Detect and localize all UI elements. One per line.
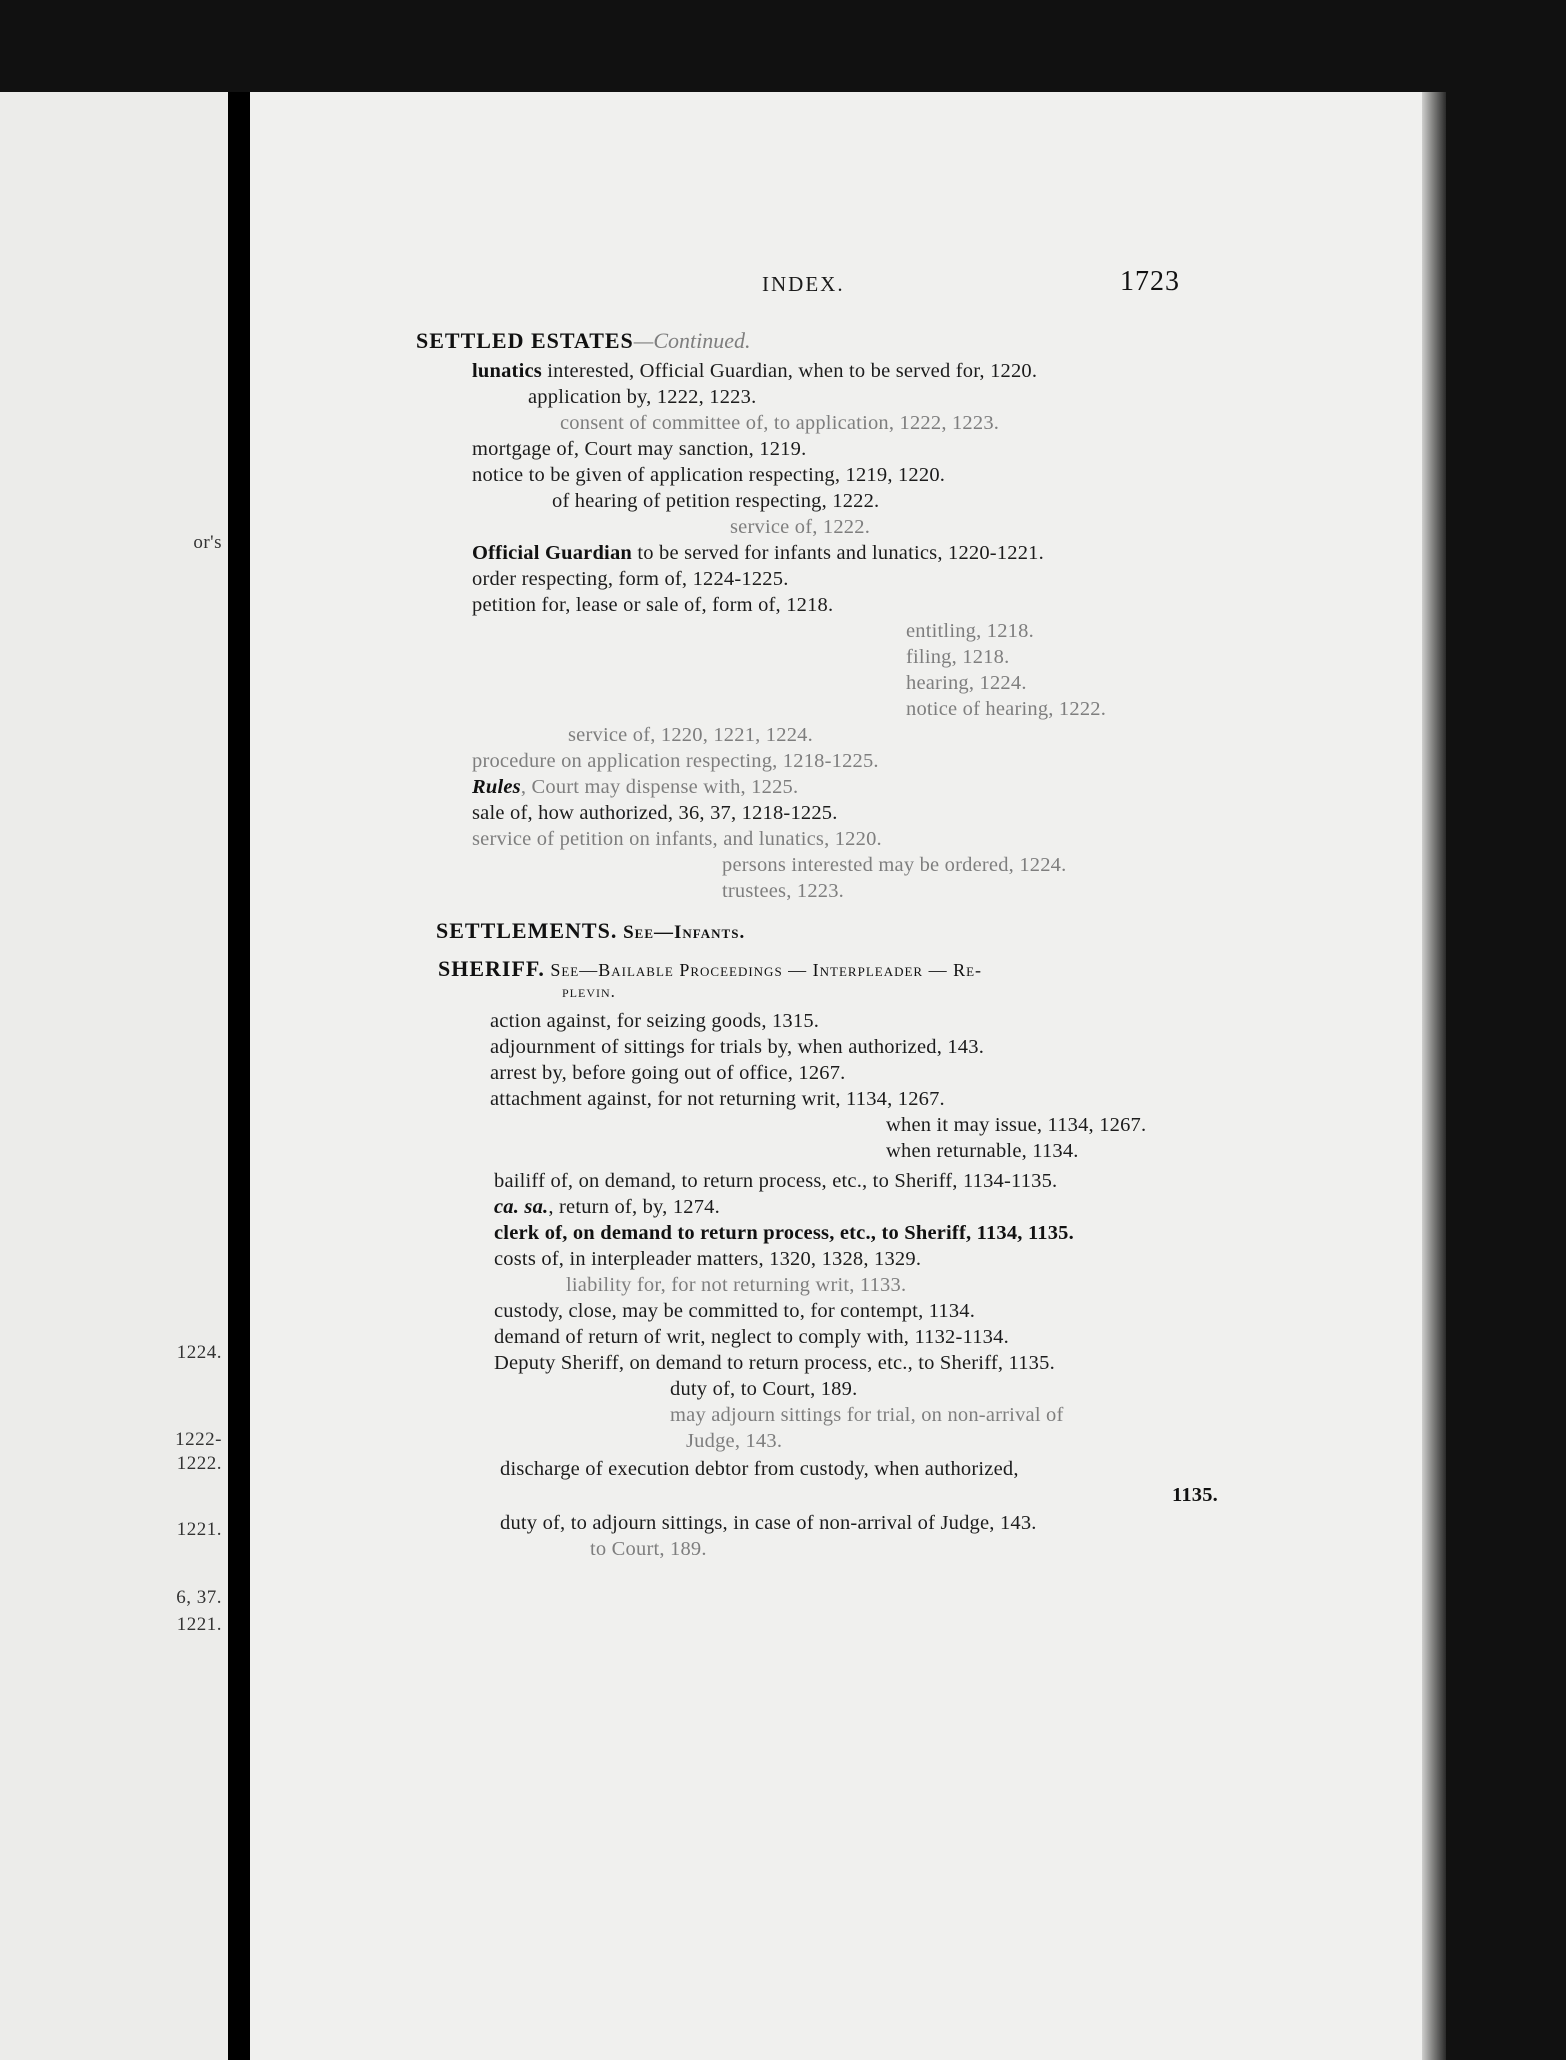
index-entry: petition for, lease or sale of, form of, 1218. bbox=[472, 594, 834, 616]
index-subentry: may adjourn sittings for trial, on non-arrival of bbox=[670, 1404, 1064, 1426]
index-subentry: application by, 1222, 1223. bbox=[528, 386, 757, 408]
index-subentry: of hearing of petition respecting, 1222. bbox=[552, 490, 880, 512]
page-edge bbox=[1422, 92, 1446, 2060]
index-subentry: service of, 1222. bbox=[730, 516, 871, 538]
index-subentry: when it may issue, 1134, 1267. bbox=[886, 1114, 1147, 1136]
index-entry: arrest by, before going out of office, 1267. bbox=[490, 1062, 846, 1084]
page-number: 1723 bbox=[1120, 266, 1180, 297]
index-heading: SHERIFF. See—Bailable Proceedings — Interpleader — Re- bbox=[438, 956, 983, 981]
left-page-fragment: 1224. bbox=[176, 1342, 222, 1363]
index-subentry: filing, 1218. bbox=[906, 646, 1010, 668]
index-heading: SETTLEMENTS. See—Infants. bbox=[436, 918, 746, 943]
index-subentry: notice of hearing, 1222. bbox=[906, 698, 1107, 720]
left-page-fragment: 1221. bbox=[176, 1614, 222, 1635]
index-entry: custody, close, may be committed to, for contempt, 1134. bbox=[494, 1300, 976, 1322]
index-entry: order respecting, form of, 1224-1225. bbox=[472, 568, 789, 590]
index-subentry: liability for, for not returning writ, 1133. bbox=[566, 1274, 907, 1296]
index-entry: notice to be given of application respecting, 1219, 1220. bbox=[472, 464, 946, 486]
index-entry: duty of, to adjourn sittings, in case of non-arrival of Judge, 143. bbox=[500, 1512, 1037, 1534]
index-entry: discharge of execution debtor from custody, when authorized, bbox=[500, 1458, 1019, 1480]
index-entry: clerk of, on demand to return process, etc., to Sheriff, 1134, 1135. bbox=[494, 1222, 1074, 1244]
index-entry: lunatics interested, Official Guardian, when to be served for, 1220. bbox=[472, 360, 1038, 382]
running-header: INDEX. bbox=[762, 272, 845, 296]
index-subentry: to Court, 189. bbox=[590, 1538, 707, 1560]
left-page-fragment: 6, 37. bbox=[176, 1587, 222, 1608]
index-subentry: Judge, 143. bbox=[686, 1430, 783, 1452]
index-entry-continuation: 1135. bbox=[1172, 1484, 1218, 1506]
right-page bbox=[250, 92, 1422, 2060]
index-entry: Official Guardian to be served for infants and lunatics, 1220-1221. bbox=[472, 542, 1044, 564]
index-entry: attachment against, for not returning writ, 1134, 1267. bbox=[490, 1088, 945, 1110]
index-subentry: when returnable, 1134. bbox=[886, 1140, 1079, 1162]
index-entry: ca. sa., return of, by, 1274. bbox=[494, 1196, 720, 1218]
index-entry: procedure on application respecting, 1218-1225. bbox=[472, 750, 879, 772]
index-heading-continuation: plevin. bbox=[562, 982, 616, 1001]
left-page-fragment: 1222. bbox=[176, 1453, 222, 1474]
index-entry: mortgage of, Court may sanction, 1219. bbox=[472, 438, 807, 460]
index-entry: Deputy Sheriff, on demand to return process, etc., to Sheriff, 1135. bbox=[494, 1352, 1055, 1374]
index-entry: service of petition on infants, and lunatics, 1220. bbox=[472, 828, 882, 850]
book-gutter bbox=[228, 92, 250, 2060]
index-entry: sale of, how authorized, 36, 37, 1218-1225. bbox=[472, 802, 838, 824]
index-entry: bailiff of, on demand, to return process, etc., to Sheriff, 1134-1135. bbox=[494, 1170, 1058, 1192]
left-page-fragment: 1221. bbox=[176, 1519, 222, 1540]
index-subentry: consent of committee of, to application, 1222, 1223. bbox=[560, 412, 1000, 434]
index-subentry: service of, 1220, 1221, 1224. bbox=[568, 724, 813, 746]
left-page-fragment: or's bbox=[193, 532, 222, 553]
index-entry: adjournment of sittings for trials by, when authorized, 143. bbox=[490, 1036, 985, 1058]
index-entry: demand of return of writ, neglect to comply with, 1132-1134. bbox=[494, 1326, 1009, 1348]
left-page bbox=[0, 92, 228, 2060]
index-subentry: persons interested may be ordered, 1224. bbox=[722, 854, 1067, 876]
index-heading: SETTLED ESTATES—Continued. bbox=[416, 328, 751, 353]
index-entry: costs of, in interpleader matters, 1320, 1328, 1329. bbox=[494, 1248, 922, 1270]
index-entry: action against, for seizing goods, 1315. bbox=[490, 1010, 820, 1032]
index-entry: Rules, Court may dispense with, 1225. bbox=[472, 776, 799, 798]
index-subentry: hearing, 1224. bbox=[906, 672, 1027, 694]
index-subentry: entitling, 1218. bbox=[906, 620, 1034, 642]
index-subentry: duty of, to Court, 189. bbox=[670, 1378, 858, 1400]
index-subentry: trustees, 1223. bbox=[722, 880, 844, 902]
left-page-fragment: 1222- bbox=[175, 1429, 222, 1450]
